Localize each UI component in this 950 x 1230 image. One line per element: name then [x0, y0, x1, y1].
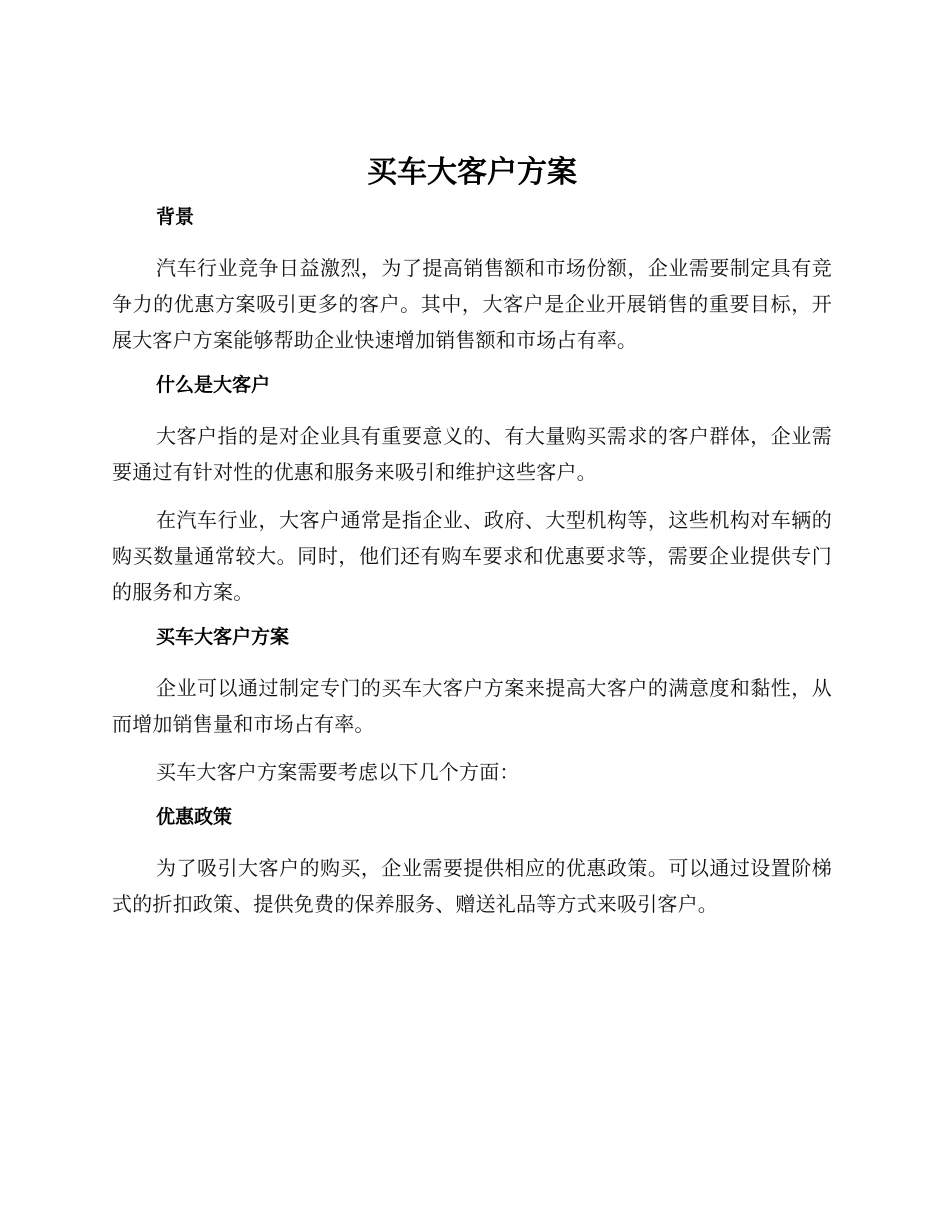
- paragraph: 买车大客户方案需要考虑以下几个方面：: [156, 760, 520, 784]
- paragraph: 企业可以通过制定专门的买车大客户方案来提高大客户的满意度和黏性，从而增加销售量和市场占有率。: [112, 676, 832, 736]
- section-heading-what-is: 什么是大客户: [156, 374, 271, 396]
- document-title: 买车大客户方案: [367, 155, 577, 190]
- section-heading-plan: 买车大客户方案: [156, 626, 290, 648]
- paragraph: 大客户指的是对企业具有重要意义的、有大量购买需求的客户群体，企业需要通过有针对性的优惠和服务来吸引和维护这些客户。: [112, 424, 832, 484]
- section-heading-discount: 优惠政策: [156, 806, 233, 828]
- paragraph: 为了吸引大客户的购买，企业需要提供相应的优惠政策。可以通过设置阶梯式的折扣政策、提供免费的保养服务、赠送礼品等方式来吸引客户。: [112, 856, 832, 916]
- section-heading-background: 背景: [156, 206, 195, 228]
- paragraph: 汽车行业竞争日益激烈，为了提高销售额和市场份额，企业需要制定具有竞争力的优惠方案吸引更多的客户。其中，大客户是企业开展销售的重要目标，开展大客户方案能够帮助企业快速增加销售额和市场占有率。: [112, 256, 832, 352]
- paragraph: 在汽车行业，大客户通常是指企业、政府、大型机构等，这些机构对车辆的购买数量通常较大。同时，他们还有购车要求和优惠要求等，需要企业提供专门的服务和方案。: [112, 508, 832, 604]
- document-page: [112, 150, 832, 934]
